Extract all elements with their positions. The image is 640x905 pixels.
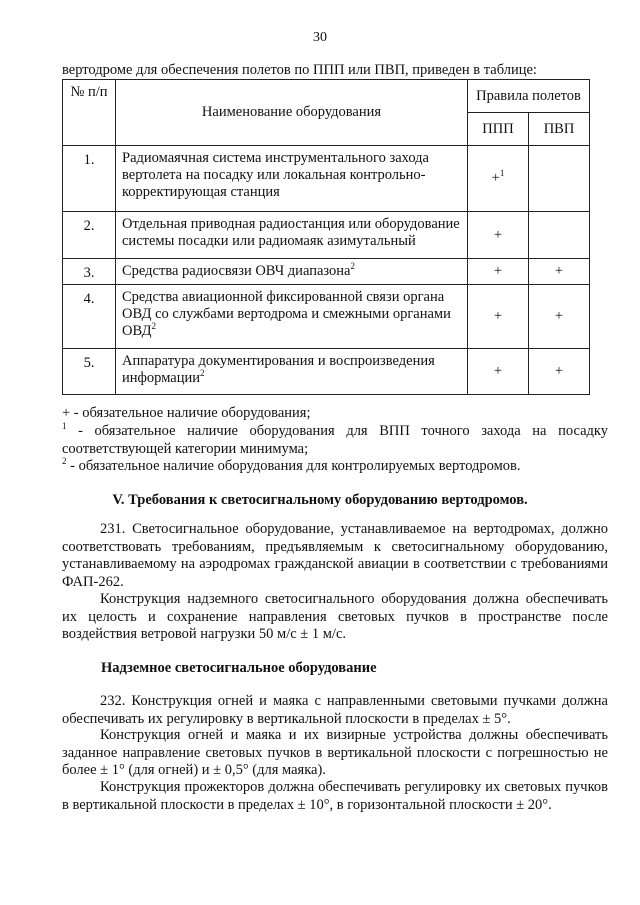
paragraph-232-c: Конструкция прожекторов должна обеспечивать регулировку их световых пучков в вертикальной плоскости в пределах ± 10°, в горизонтальной плоскости ± 20°. [62,779,608,813]
paragraph-232: 232. Конструкция огней и маяка с направленными световыми пучками должна обеспечивать их регулировку в вертикальной плоскости в пределах ± 5°. [62,693,608,727]
row-name: Отдельная приводная радиостанция или оборудование системы посадки или радиомаяк азимутальный [116,212,468,259]
page-number: 30 [313,30,327,45]
row-ifr: + [468,212,529,259]
note-superscript-1: $^1$ - обязательное наличие оборудования для ВПП точного захода на посадку соответствующей категории минимума; [62,421,608,457]
subsection-heading: Надземное светосигнальное оборудование [101,660,377,676]
header-ifr: ППП [468,113,529,146]
row-name: Средства авиационной фиксированной связи органа ОВД со службами вертодрома и смежными органами ОВД$^2$ [116,285,468,349]
paragraph-231-b: Конструкция надземного светосигнального оборудования должна обеспечивать их целость и сохранение направления световых пучков в пространстве после воздействия ветровой нагрузки 50 м/с ± 1 м/с. [62,591,608,642]
header-name: Наименование оборудования [116,80,468,146]
paragraph-232-b: Конструкция огней и маяка и их визирные устройства должны обеспечивать заданное направление световых пучков в вертикальной плоскости с погрешностью не более ± 1° (для огней) и ± 0,5° (для маяка). [62,727,608,778]
row-name: Средства радиосвязи ОВЧ диапазона$^2$ [116,259,468,285]
row-vfr: + [529,285,590,349]
section-heading: V. Требования к светосигнальному оборудованию вертодромов. [112,492,528,508]
table-row [63,259,590,285]
table-row [63,212,590,259]
equipment-table [62,79,590,395]
row-ifr: + [468,285,529,349]
lead-text: вертодроме для обеспечения полетов по ППП или ПВП, приведен в таблице: [62,62,537,78]
row-ifr: + [468,349,529,395]
row-ifr: + [468,259,529,285]
row-num: 4. [63,285,116,349]
row-vfr [529,146,590,212]
header-num: № п/п [63,80,116,146]
row-name: Аппаратура документирования и воспроизведения информации$^2$ [116,349,468,395]
header-vfr: ПВП [529,113,590,146]
row-num: 2. [63,212,116,259]
row-num: 1. [63,146,116,212]
header-rules: Правила полетов [468,80,590,113]
note-superscript-2: $^2$ - обязательное наличие оборудования для контролируемых вертодромов. [62,456,521,474]
table-row [63,285,590,349]
paragraph-231: 231. Светосигнальное оборудование, устанавливаемое на вертодромах, должно соответствовать требованиям, предъявляемым к светосигнальному оборудованию, устанавливаемому на аэродромах гражданской авиации в соответствии с требованиями ФАП-262. [62,521,608,590]
row-vfr: + [529,259,590,285]
row-vfr: + [529,349,590,395]
row-name: Радиомаячная система инструментального захода вертолета на посадку или локальная контрольно-корректирующая станция [116,146,468,212]
table-row [63,146,590,212]
row-vfr [529,212,590,259]
row-num: 5. [63,349,116,395]
table-header-row [63,80,590,113]
note-plus: + - обязательное наличие оборудования; [62,405,311,421]
row-ifr: +$^1$ [468,146,529,212]
table-row [63,349,590,395]
row-num: 3. [63,259,116,285]
